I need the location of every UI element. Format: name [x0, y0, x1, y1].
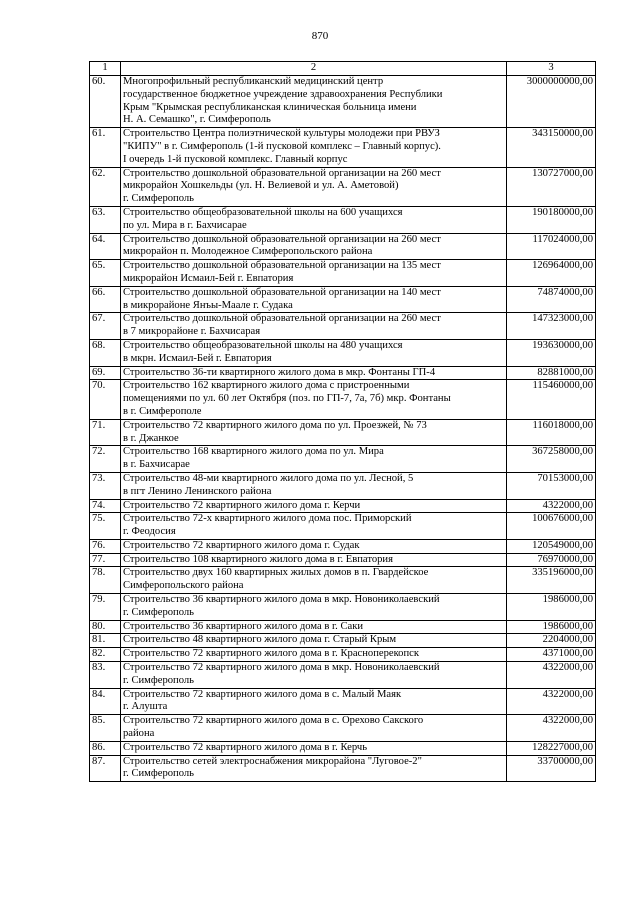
- table-row: [90, 513, 596, 540]
- row-amount: 3000000000,00: [507, 76, 596, 128]
- row-name: Строительство 108 квартирного жилого дома в г. Евпатория: [121, 553, 507, 567]
- row-number: 77.: [90, 553, 121, 567]
- row-amount: 4322000,00: [507, 499, 596, 513]
- budget-table: [89, 61, 596, 782]
- table-row: [90, 313, 596, 340]
- row-number: 64.: [90, 233, 121, 260]
- row-amount: 128227000,00: [507, 741, 596, 755]
- table-row: [90, 594, 596, 621]
- row-number: 66.: [90, 286, 121, 313]
- table-row: [90, 715, 596, 742]
- row-number: 67.: [90, 313, 121, 340]
- table-row: [90, 567, 596, 594]
- table-row: [90, 620, 596, 634]
- row-name: Строительство 72 квартирного жилого дома г. Керчи: [121, 499, 507, 513]
- row-number: 86.: [90, 741, 121, 755]
- table-row: [90, 688, 596, 715]
- row-number: 74.: [90, 499, 121, 513]
- table-row: [90, 648, 596, 662]
- row-number: 85.: [90, 715, 121, 742]
- row-name: Строительство 48 квартирного жилого дома г. Старый Крым: [121, 634, 507, 648]
- row-number: 75.: [90, 513, 121, 540]
- row-amount: 190180000,00: [507, 206, 596, 233]
- table-row: [90, 206, 596, 233]
- row-number: 80.: [90, 620, 121, 634]
- row-number: 81.: [90, 634, 121, 648]
- table-row: [90, 472, 596, 499]
- page-number: 870: [311, 30, 329, 42]
- row-name: Строительство 36 квартирного жилого дома в г. Саки: [121, 620, 507, 634]
- table-row: [90, 128, 596, 167]
- header-col-1: 1: [90, 62, 121, 76]
- header-col-2: 2: [121, 62, 507, 76]
- row-name: Строительство 72 квартирного жилого дома в г. Красноперекопск: [121, 648, 507, 662]
- row-name: Строительство дошкольной образовательной организации на 260 мест микрорайон Хошкельды (ул. Н. Велиевой и ул. А. Аметовой) г. Симферополь: [121, 167, 507, 206]
- row-amount: 115460000,00: [507, 380, 596, 419]
- row-name: Строительство 36-ти квартирного жилого дома в мкр. Фонтаны ГП-4: [121, 366, 507, 380]
- row-name: Строительство сетей электроснабжения микрорайона "Луговое-2" г. Симферополь: [121, 755, 507, 782]
- row-amount: 2204000,00: [507, 634, 596, 648]
- row-name: Строительство 168 квартирного жилого дома по ул. Мира в г. Бахчисарае: [121, 446, 507, 473]
- table-row: [90, 662, 596, 689]
- row-number: 87.: [90, 755, 121, 782]
- row-name: Строительство 72 квартирного жилого дома по ул. Проезжей, № 73 в г. Джанкое: [121, 419, 507, 446]
- row-number: 63.: [90, 206, 121, 233]
- row-amount: 76970000,00: [507, 553, 596, 567]
- row-amount: 1986000,00: [507, 594, 596, 621]
- table-row: [90, 167, 596, 206]
- row-amount: 82881000,00: [507, 366, 596, 380]
- row-amount: 33700000,00: [507, 755, 596, 782]
- row-name: Строительство 72 квартирного жилого дома в с. Орехово Сакского района: [121, 715, 507, 742]
- table-row: [90, 499, 596, 513]
- row-number: 69.: [90, 366, 121, 380]
- row-amount: 120549000,00: [507, 539, 596, 553]
- row-name: Строительство 72 квартирного жилого дома г. Судак: [121, 539, 507, 553]
- row-name: Строительство общеобразовательной школы на 480 учащихся в мкрн. Исмаил-Бей г. Евпатория: [121, 339, 507, 366]
- table-row: [90, 366, 596, 380]
- row-number: 60.: [90, 76, 121, 128]
- header-row: [90, 62, 596, 76]
- table-row: [90, 755, 596, 782]
- row-amount: 4322000,00: [507, 662, 596, 689]
- row-name: Строительство общеобразовательной школы на 600 учащихся по ул. Мира в г. Бахчисарае: [121, 206, 507, 233]
- row-amount: 193630000,00: [507, 339, 596, 366]
- row-number: 82.: [90, 648, 121, 662]
- table-row: [90, 539, 596, 553]
- row-amount: 117024000,00: [507, 233, 596, 260]
- row-number: 65.: [90, 260, 121, 287]
- row-name: Строительство 48-ми квартирного жилого дома по ул. Лесной, 5 в пгт Ленино Ленинского района: [121, 472, 507, 499]
- table-row: [90, 76, 596, 128]
- row-name: Многопрофильный республиканский медицинский центр государственное бюджетное учреждение здравоохранения Республики Крым "Крымская республиканская клиническая больница имени Н. А. Семашко", г. Симферополь: [121, 76, 507, 128]
- row-amount: 4322000,00: [507, 715, 596, 742]
- row-name: Строительство 72 квартирного жилого дома в мкр. Новониколаевский г. Симферополь: [121, 662, 507, 689]
- row-number: 79.: [90, 594, 121, 621]
- row-number: 78.: [90, 567, 121, 594]
- row-amount: 367258000,00: [507, 446, 596, 473]
- header-col-3: 3: [507, 62, 596, 76]
- table-row: [90, 419, 596, 446]
- row-amount: 126964000,00: [507, 260, 596, 287]
- table-row: [90, 380, 596, 419]
- row-name: Строительство Центра полиэтнической культуры молодежи при РВУЗ "КИПУ" в г. Симферополь (1-й пусковой комплекс – Главный корпус). I очередь 1-й пусковой комплекс. Главный корпус: [121, 128, 507, 167]
- row-amount: 343150000,00: [507, 128, 596, 167]
- row-name: Строительство дошкольной образовательной организации на 260 мест в 7 микрорайоне г. Бахчисарая: [121, 313, 507, 340]
- row-amount: 100676000,00: [507, 513, 596, 540]
- table-row: [90, 286, 596, 313]
- row-number: 68.: [90, 339, 121, 366]
- row-amount: 130727000,00: [507, 167, 596, 206]
- row-name: Строительство 72 квартирного жилого дома в г. Керчь: [121, 741, 507, 755]
- table-row: [90, 260, 596, 287]
- row-name: Строительство 72-х квартирного жилого дома пос. Приморский г. Феодосия: [121, 513, 507, 540]
- row-number: 84.: [90, 688, 121, 715]
- row-number: 83.: [90, 662, 121, 689]
- table-header: [90, 62, 596, 76]
- row-name: Строительство 162 квартирного жилого дома с пристроенными помещениями по ул. 60 лет Октября (поз. по ГП-7, 7а, 7б) мкр. Фонтаны в г. Симферополе: [121, 380, 507, 419]
- row-name: Строительство дошкольной образовательной организации на 140 мест в микрорайоне Янъы-Маале г. Судака: [121, 286, 507, 313]
- table-body: [90, 76, 596, 782]
- row-amount: 116018000,00: [507, 419, 596, 446]
- row-number: 70.: [90, 380, 121, 419]
- table-row: [90, 446, 596, 473]
- row-amount: 4371000,00: [507, 648, 596, 662]
- row-amount: 74874000,00: [507, 286, 596, 313]
- table-row: [90, 233, 596, 260]
- row-amount: 1986000,00: [507, 620, 596, 634]
- row-number: 71.: [90, 419, 121, 446]
- row-number: 76.: [90, 539, 121, 553]
- row-amount: 70153000,00: [507, 472, 596, 499]
- table-row: [90, 741, 596, 755]
- row-name: Строительство двух 160 квартирных жилых домов в п. Гвардейское Симферопольского района: [121, 567, 507, 594]
- row-number: 61.: [90, 128, 121, 167]
- row-name: Строительство 36 квартирного жилого дома в мкр. Новониколаевский г. Симферополь: [121, 594, 507, 621]
- table-row: [90, 339, 596, 366]
- row-amount: 147323000,00: [507, 313, 596, 340]
- table-row: [90, 634, 596, 648]
- row-name: Строительство 72 квартирного жилого дома в с. Малый Маяк г. Алушта: [121, 688, 507, 715]
- row-amount: 335196000,00: [507, 567, 596, 594]
- row-number: 72.: [90, 446, 121, 473]
- row-name: Строительство дошкольной образовательной организации на 260 мест микрорайон п. Молодежное Симферопольского района: [121, 233, 507, 260]
- row-name: Строительство дошкольной образовательной организации на 135 мест микрорайон Исмаил-Бей г. Евпатория: [121, 260, 507, 287]
- row-number: 73.: [90, 472, 121, 499]
- row-amount: 4322000,00: [507, 688, 596, 715]
- row-number: 62.: [90, 167, 121, 206]
- table-row: [90, 553, 596, 567]
